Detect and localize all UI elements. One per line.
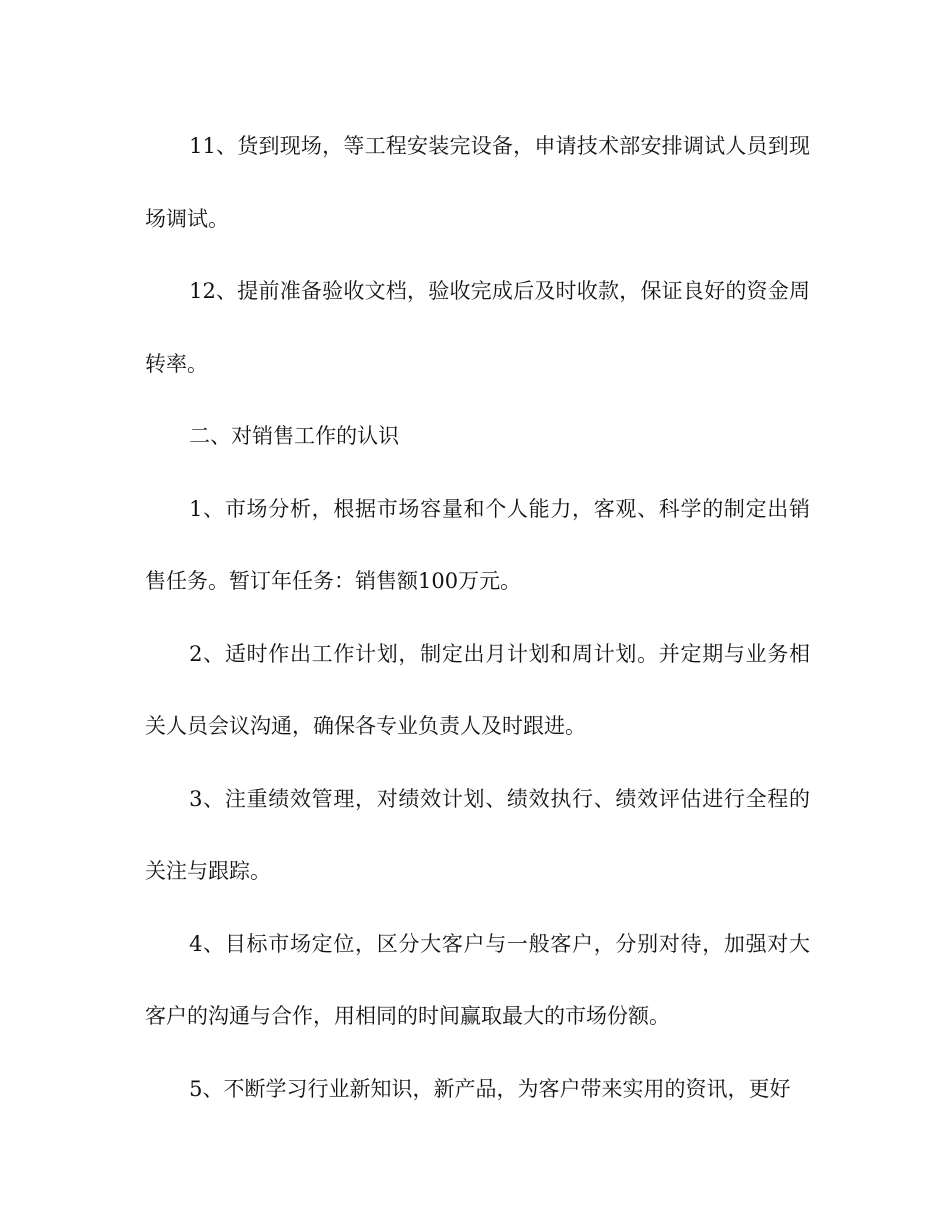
paragraph-item-12: 12、提前准备验收文档，验收完成后及时收款，保证良好的资金周转率。 — [145, 279, 810, 376]
paragraph-item-1: 1、市场分析，根据市场容量和个人能力，客观、科学的制定出销售任务。暂订年任务：销售额100万元。 — [145, 496, 810, 593]
document-body — [145, 110, 810, 1125]
paragraph-item-5: 5、不断学习行业新知识，新产品，为客户带来实用的资讯，更好 — [189, 1076, 791, 1101]
paragraph-item-3: 3、注重绩效管理，对绩效计划、绩效执行、绩效评估进行全程的关注与跟踪。 — [145, 786, 810, 883]
paragraph-item-11: 11、货到现场，等工程安装完设备，申请技术部安排调试人员到现场调试。 — [145, 134, 810, 231]
section-heading-sales-understanding: 二、对销售工作的认识 — [189, 424, 400, 448]
paragraph-item-4: 4、目标市场定位，区分大客户与一般客户，分别对待，加强对大客户的沟通与合作，用相同的时间赢取最大的市场份额。 — [145, 931, 810, 1028]
paragraph-item-2: 2、适时作出工作计划，制定出月计划和周计划。并定期与业务相关人员会议沟通，确保各专业负责人及时跟进。 — [145, 641, 810, 738]
